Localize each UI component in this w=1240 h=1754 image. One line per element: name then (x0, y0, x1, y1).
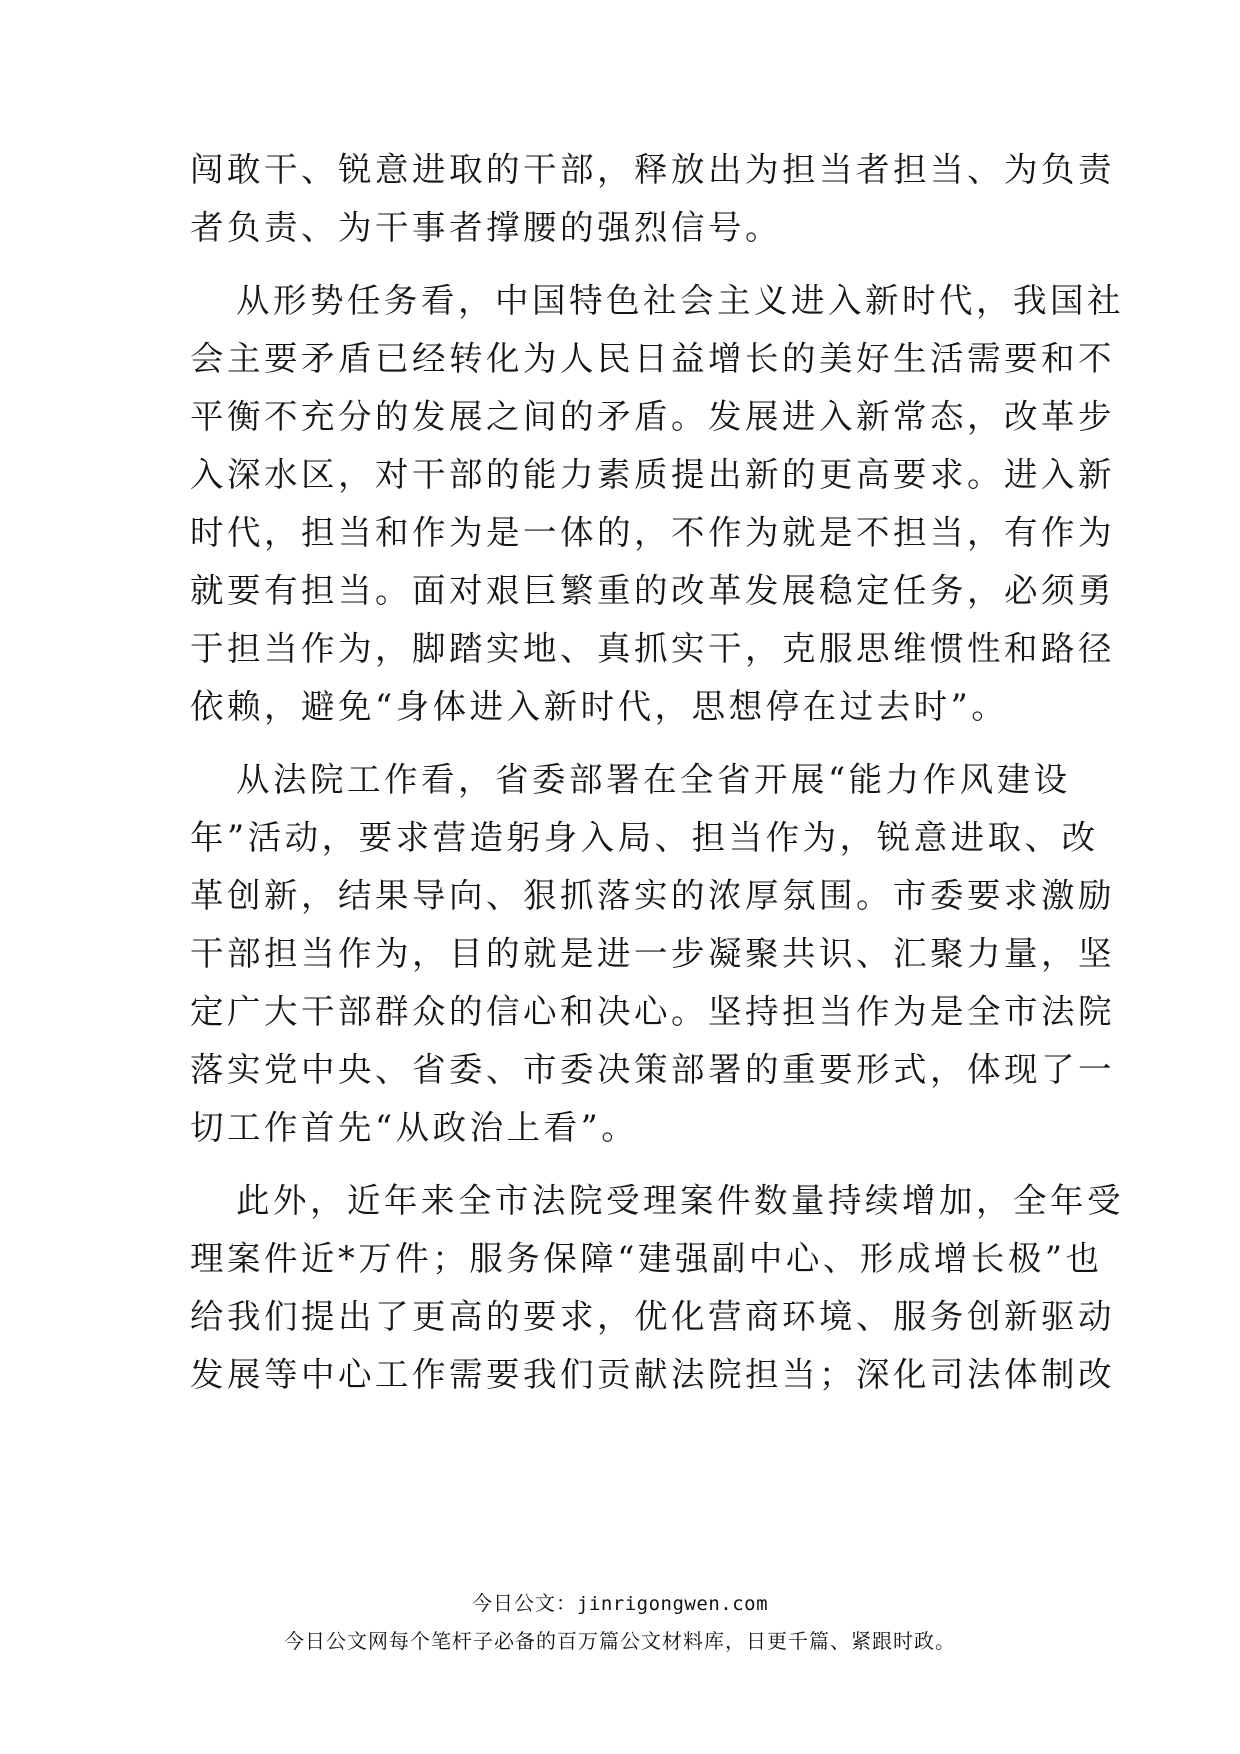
body-text-line: 平衡不充分的发展之间的矛盾。发展进入新常态，改革步 (190, 397, 1115, 436)
body-text-line: 者负责、为干事者撑腰的强烈信号。 (190, 208, 782, 247)
body-text-line: 发展等中心工作需要我们贡献法院担当；深化司法体制改 (190, 1355, 1115, 1394)
footer-source-label: 今日公文： (471, 1591, 577, 1615)
body-text-line: 革创新，结果导向、狠抓落实的浓厚氛围。市委要求激励 (190, 876, 1115, 915)
body-text-line: 闯敢干、锐意进取的干部，释放出为担当者担当、为负责 (190, 150, 1115, 189)
body-text-line: 从形势任务看，中国特色社会主义进入新时代，我国社 (236, 281, 1124, 320)
body-text-line: 会主要矛盾已经转化为人民日益增长的美好生活需要和不 (190, 339, 1115, 378)
body-text-line: 入深水区，对干部的能力素质提出新的更高要求。进入新 (190, 455, 1115, 494)
footer-site-link[interactable]: jinrigongwen.com (576, 1593, 769, 1615)
footer-tagline: 今日公文网每个笔杆子必备的百万篇公文材料库，日更千篇、紧跟时政。 (284, 1629, 956, 1653)
footer-source (0, 1589, 1240, 1618)
body-text-line: 干部担当作为，目的就是进一步凝聚共识、汇聚力量，坚 (190, 934, 1115, 973)
body-text-line: 于担当作为，脚踏实地、真抓实干，克服思维惯性和路径 (190, 629, 1115, 668)
body-text-line: 依赖，避免“身体进入新时代，思想停在过去时”。 (190, 687, 1009, 726)
body-text-line: 年”活动，要求营造躬身入局、担当作为，锐意进取、改 (190, 818, 1099, 857)
body-text-line: 给我们提出了更高的要求，优化营商环境、服务创新驱动 (190, 1297, 1115, 1336)
body-text-line: 切工作首先“从政治上看”。 (190, 1108, 639, 1147)
body-text-line: 定广大干部群众的信心和决心。坚持担当作为是全市法院 (190, 992, 1115, 1031)
body-text-line: 理案件近*万件；服务保障“建强副中心、形成增长极”也 (190, 1239, 1103, 1278)
body-text-line: 从法院工作看，省委部署在全省开展“能力作风建设 (236, 760, 1071, 799)
body-text-line: 落实党中央、省委、市委决策部署的重要形式，体现了一 (190, 1050, 1115, 1089)
body-text-line: 时代，担当和作为是一体的，不作为就是不担当，有作为 (190, 513, 1115, 552)
body-text-line: 就要有担当。面对艰巨繁重的改革发展稳定任务，必须勇 (190, 571, 1115, 610)
body-text-line: 此外，近年来全市法院受理案件数量持续增加，全年受 (236, 1181, 1124, 1220)
